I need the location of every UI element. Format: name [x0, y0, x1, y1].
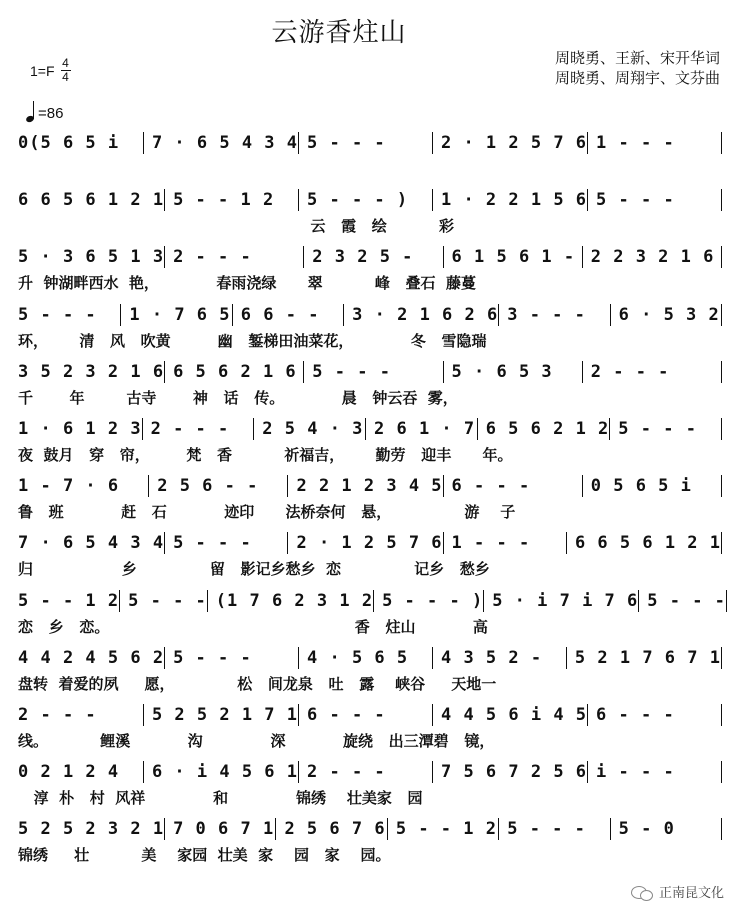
- measure: 5 - 0: [611, 818, 722, 840]
- notation-line: [18, 361, 722, 383]
- measure: 4 3 5 2 -: [433, 647, 567, 669]
- measure: 5 - - -: [588, 189, 722, 211]
- score-row: [18, 590, 726, 636]
- composers: 周晓勇、周翔宇、文芬曲: [554, 69, 720, 87]
- measure: 1 · 7 6 5: [121, 304, 232, 326]
- measure: 5 - - -: [639, 590, 727, 612]
- measure: 7 0 6 7 1: [165, 818, 276, 840]
- notation-line: [18, 532, 722, 554]
- key-signature: [30, 58, 71, 83]
- score-row: [18, 189, 722, 236]
- score-row: [18, 418, 722, 464]
- tempo-value: =86: [38, 105, 64, 122]
- measure: 6 1 5 6 1 -: [444, 246, 583, 268]
- score-row: [18, 361, 722, 407]
- measures: [18, 818, 722, 840]
- measure: 6 6 - -: [233, 304, 344, 326]
- score-row: [18, 818, 722, 865]
- score-row: [18, 475, 722, 522]
- measure: 5 · 6 5 3: [444, 361, 583, 383]
- measure: 5 · 3 6 5 1 3: [18, 247, 165, 268]
- measure: 3 - - -: [499, 304, 610, 326]
- measure: 6 - - -: [299, 704, 433, 726]
- measure: 5 - - -: [18, 304, 121, 326]
- measure: 2 5 6 7 6: [276, 818, 387, 840]
- measure: 5 - - - ): [374, 590, 484, 612]
- wechat-icon: [631, 884, 653, 900]
- score-row: [18, 761, 722, 808]
- measure: 1 - - -: [444, 532, 567, 554]
- measure: 1 · 2 2 1 5 6: [433, 189, 588, 211]
- lyric-line: 升 钟湖畔西水 艳， 春雨浇绿 翠 峰 叠石 藤蔓: [18, 274, 476, 293]
- measure: 6 · i 4 5 6 1: [144, 761, 299, 783]
- measure: 5 2 5 2 3 2 1: [18, 819, 165, 840]
- key-label: 1=F: [30, 62, 55, 79]
- measures: [18, 361, 722, 383]
- measure: 5 - - 1 2: [388, 818, 499, 840]
- measure: 1 · 6 1 2 3: [18, 419, 142, 439]
- lyric-line: 线。 鲤溪 沟 深 旋绕 出三潭碧 镜，: [18, 732, 495, 750]
- notation-line: [18, 246, 722, 268]
- lyric-line: 夜 鼓月 穿 帘， 梵 香 祈福吉， 勤劳 迎丰 年。: [18, 446, 513, 464]
- measure: 0(5 6 5 i: [18, 132, 144, 154]
- measures: [18, 647, 722, 669]
- measure: 2 5 6 - -: [149, 475, 288, 497]
- measure: 3 · 2 1 6 2 6: [344, 304, 499, 326]
- score-row: [18, 246, 722, 293]
- notation-line: [18, 704, 722, 726]
- measure: 2 · 1 2 5 7 6: [433, 132, 588, 154]
- measure: 5 - - -: [304, 361, 443, 383]
- measure: 2 5 4 · 3: [254, 418, 366, 440]
- measure: 5 - - -: [165, 647, 299, 669]
- lyric-line: 恋 乡 恋。 香 炷山 高: [18, 617, 488, 636]
- measure: 2 3 2 5 -: [304, 246, 443, 268]
- measure: 6 6 5 6 1 2 1: [18, 190, 165, 211]
- lyric-line: 千 年 古寺 神 话 传。 晨 钟云吞 雾，: [18, 388, 458, 407]
- measure: 6 5 6 2 1 2: [478, 418, 611, 440]
- quarter-note-icon: [26, 100, 36, 122]
- measures: [18, 418, 722, 440]
- measure: 6 - - -: [444, 475, 583, 497]
- lyric-line: [18, 158, 722, 178]
- measures: [18, 475, 722, 497]
- measure: 7 5 6 7 2 5 6: [433, 761, 588, 783]
- notation-line: [18, 647, 722, 669]
- measure: 5 - - -: [499, 818, 610, 840]
- measure: 3 5 2 3 2 1 6: [18, 361, 165, 382]
- time-signature: [61, 58, 71, 83]
- measure: 1 - 7 · 6: [18, 475, 149, 497]
- measure: 5 - - - ): [299, 189, 433, 211]
- score-row: [18, 132, 722, 162]
- notation-line: [18, 590, 726, 612]
- score-row: [18, 532, 722, 579]
- measure: 4 4 5 6 i 4 5: [433, 704, 588, 726]
- watermark-text: 正南昆文化: [658, 886, 724, 901]
- measures: [18, 532, 722, 554]
- watermark: [631, 882, 724, 901]
- tempo-marking: [26, 100, 63, 122]
- lyric-line: 云 霞 绘 彩: [18, 217, 454, 236]
- measure: 5 - - -: [610, 418, 722, 440]
- measure: 7 · 6 5 4 3 4: [144, 132, 299, 154]
- measure: 2 · 1 2 5 7 6: [288, 532, 443, 554]
- measure: 4 4 2 4 5 6 2: [18, 647, 165, 668]
- measures: [18, 590, 726, 612]
- notation-line: [18, 132, 722, 154]
- measure: 5 - - 1 2: [18, 590, 120, 611]
- measure: 2 - - -: [583, 361, 722, 383]
- notation-line: [18, 761, 722, 783]
- measure: 5 - - -: [299, 132, 433, 154]
- measure: 5 - - 1 2: [165, 189, 299, 211]
- measures: [18, 189, 722, 211]
- measure: 0 5 6 5 i: [583, 475, 722, 497]
- measures: [18, 304, 722, 326]
- score-row: [18, 647, 722, 693]
- lyricists: 周晓勇、王新、宋开华词: [554, 49, 720, 67]
- measure: 6 - - -: [588, 704, 722, 726]
- notation-line: [18, 418, 722, 440]
- measure: 5 · i 7 i 7 6: [484, 590, 639, 612]
- song-title: 云游香炷山: [271, 18, 407, 48]
- measure: 6 6 5 6 1 2 1: [567, 532, 722, 554]
- measure: 2 - - -: [165, 246, 304, 268]
- time-top: 4: [62, 56, 69, 70]
- measure: i - - -: [588, 761, 722, 783]
- measure: 2 2 3 2 1 6: [583, 246, 722, 268]
- measures: [18, 132, 722, 154]
- measures: [18, 246, 722, 268]
- lyric-line: 环， 清 风 吹黄 幽 錾梯田油菜花， 冬 雪隐瑞: [18, 331, 487, 350]
- lyric-line: 盘转 着爱的夙 愿， 松 间龙泉 吐 露 峡谷 天地一: [18, 674, 497, 693]
- measure: 2 2 1 2 3 4 5: [288, 475, 443, 497]
- measure: (1 7 6 2 3 1 2: [208, 590, 374, 612]
- score-row: [18, 304, 722, 350]
- measure: 4 · 5 6 5: [299, 647, 433, 669]
- measures: [18, 761, 722, 783]
- measure: 2 - - -: [299, 761, 433, 783]
- measure: 2 - - -: [18, 704, 144, 726]
- measure: 7 · 6 5 4 3 4: [18, 533, 165, 554]
- measure: 2 6 1 · 7: [366, 418, 478, 440]
- measures: [18, 704, 722, 726]
- lyric-line: 归 乡 留 影记乡愁乡 恋 记乡 愁乡: [18, 560, 490, 579]
- score-row: [18, 704, 722, 750]
- measure: 5 2 5 2 1 7 1: [144, 704, 299, 726]
- measure: 6 · 5 3 2: [611, 304, 722, 326]
- notation-line: [18, 304, 722, 326]
- credits: [555, 48, 720, 88]
- time-bottom: 4: [62, 70, 69, 84]
- notation-line: [18, 189, 722, 211]
- measure: 5 2 1 7 6 7 1: [567, 647, 722, 669]
- measure: 0 2 1 2 4: [18, 761, 144, 783]
- notation-line: [18, 818, 722, 840]
- measure: 5 - - -: [165, 532, 288, 554]
- lyric-line: 鲁 班 赶 石 迹印 法桥奈何 悬， 游 子: [18, 503, 516, 522]
- notation-line: [18, 475, 722, 497]
- measure: 2 - - -: [143, 418, 255, 440]
- lyric-line: 淳 朴 村 风祥 和 锦绣 壮美家 园: [18, 789, 423, 808]
- lyric-line: 锦绣 壮 美 家园 壮美 家 园 家 园。: [18, 846, 391, 865]
- measure: 6 5 6 2 1 6: [165, 361, 304, 383]
- measure: 1 - - -: [588, 132, 722, 154]
- measure: 5 - - -: [120, 590, 208, 612]
